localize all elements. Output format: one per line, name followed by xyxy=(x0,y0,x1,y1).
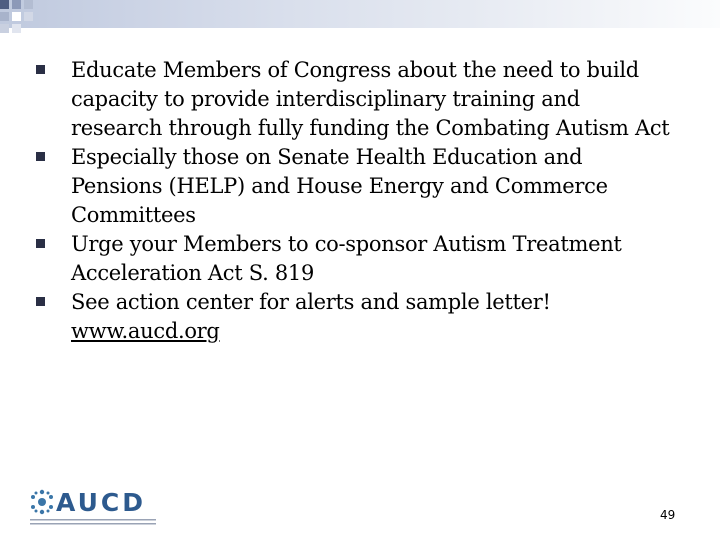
logo-wordmark: AUCD xyxy=(56,488,146,517)
square-bullet-icon xyxy=(36,239,45,248)
aucd-website-link[interactable]: www.aucd.org xyxy=(71,319,220,343)
bullet-item xyxy=(36,288,676,346)
bullet-text: Especially those on Senate Health Education and Pensions (HELP) and House Energy and Commerce Committees xyxy=(71,145,608,227)
page-number: 49 xyxy=(660,508,676,522)
bullet-item xyxy=(36,56,676,143)
bullet-text: Urge your Members to co-sponsor Autism Treatment Acceleration Act S. 819 xyxy=(71,232,622,285)
sunburst-logo-icon xyxy=(30,488,54,518)
bullet-list xyxy=(36,56,676,346)
slide-content xyxy=(36,56,676,346)
square-bullet-icon xyxy=(36,65,45,74)
bullet-text: See action center for alerts and sample letter! xyxy=(71,290,551,314)
bullet-text: Educate Members of Congress about the need to build capacity to provide interdisciplinary training and research through fully funding the Combating Autism Act xyxy=(71,58,670,140)
bullet-item xyxy=(36,230,676,288)
top-decorative-band xyxy=(0,0,720,28)
aucd-logo xyxy=(30,488,160,528)
square-bullet-icon xyxy=(36,152,45,161)
square-bullet-icon xyxy=(36,297,45,306)
corner-squares-decoration xyxy=(0,0,60,42)
logo-tagline-lines xyxy=(30,519,160,527)
bullet-item xyxy=(36,143,676,230)
